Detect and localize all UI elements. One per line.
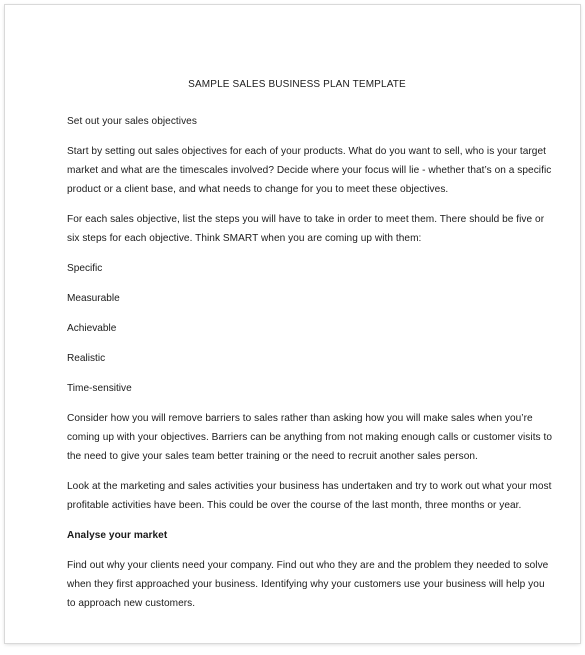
list-item-achievable: Achievable [67,323,117,334]
paragraph-line: Consider how you will remove barriers to sales rather than asking how you will make sales when you’re [67,413,533,424]
paragraph-line: Find out why your clients need your company. Find out who they are and the problem they needed to solve [67,560,549,571]
section-heading-market: Analyse your market [67,530,168,541]
list-item-realistic: Realistic [67,353,106,364]
paragraph-steps [67,210,545,248]
paragraph-line: product or a client base, and what needs to change for you to meet these objectives. [67,184,449,195]
paragraph-line: profitable activities have been. This could be over the course of the last month, three months or year. [67,500,522,511]
list-item-measurable: Measurable [67,293,120,304]
paragraph-market [67,556,549,613]
paragraph-barriers [67,409,553,466]
paragraph-line: when they first approached your business. Identifying why your customers use your business will help you [67,579,545,590]
paragraph-line: For each sales objective, list the steps you will have to take in order to meet them. There should be five or [67,214,545,225]
document-page [5,5,580,643]
paragraph-line: to approach new customers. [67,598,196,609]
paragraph-activities [67,477,552,515]
section-heading-objectives: Set out your sales objectives [67,116,197,127]
paragraph-line: six steps for each objective. Think SMART when you are coming up with them: [67,233,422,244]
paragraph-line: the need to give your sales team better training or the need to recruit another sales person. [67,451,478,462]
smart-list [67,259,527,398]
paragraph-objectives [67,142,552,199]
paragraph-line: Start by setting out sales objectives for each of your products. What do you want to sell, who is your target [67,146,546,157]
document-title: SAMPLE SALES BUSINESS PLAN TEMPLATE [188,79,406,90]
document-content [67,79,553,613]
paragraph-line: coming up with your objectives. Barriers can be anything from not making enough calls or customer visits to [67,432,553,443]
list-item-specific: Specific [67,263,103,274]
list-item-time-sensitive: Time-sensitive [67,383,132,394]
paragraph-line: market and what are the timescales involved? Decide where your focus will lie - whether that’s on a specific [67,165,552,176]
paragraph-line: Look at the marketing and sales activities your business has undertaken and try to work out what your most [67,481,552,492]
